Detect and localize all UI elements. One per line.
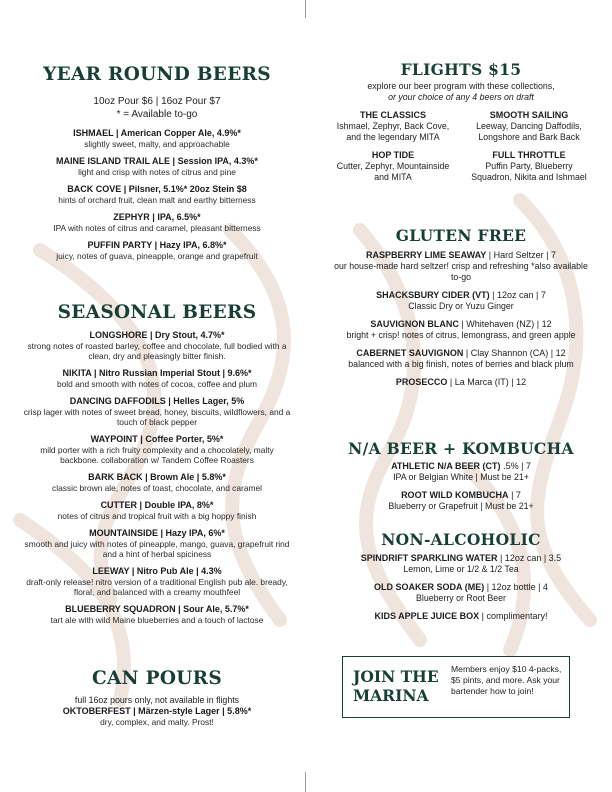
beer-name: BACK COVE | Pilsner, 5.1%* 20oz Stein $8 [67, 183, 247, 194]
beer-item [22, 604, 292, 625]
flight-name: FULL THROTTLE [492, 149, 566, 160]
beer-item [22, 330, 292, 361]
beer-desc: dry, complex, and malty. Prost! [100, 716, 214, 727]
item-desc: Lemon, Lime or 1/2 & 1/2 Tea [403, 563, 519, 574]
menu-item [330, 461, 592, 483]
item-detail: | complimentary! [479, 610, 548, 621]
item-desc: balanced with a big finish, notes of berries and black plum [348, 358, 574, 369]
flight-collection [466, 110, 592, 143]
beer-desc: slightly sweet, malty, and approachable [84, 138, 230, 149]
beer-item [22, 184, 292, 205]
beer-desc: draft-only release! nitro version of a traditional English pub ale. bready, floral, and balanced with a creamy mouthfeel [26, 576, 288, 597]
beer-item [22, 500, 292, 521]
year-round-section [22, 66, 292, 261]
beer-name: WAYPOINT | Coffee Porter, 5%* [90, 433, 224, 444]
beer-item [22, 472, 292, 493]
beer-name: LEEWAY | Nitro Pub Ale | 4.3% [92, 565, 222, 576]
item-detail: | Clay Shannon (CA) | 12 [463, 347, 566, 358]
beer-name: LONGSHORE | Dry Stout, 4.7%* [89, 329, 225, 340]
menu-item [330, 377, 592, 388]
can-pours-section [22, 670, 292, 727]
beer-item [22, 434, 292, 465]
beer-desc: notes of citrus and tropical fruit with a big hoppy finish [57, 510, 257, 521]
gluten-free-section [330, 228, 592, 388]
menu-item [330, 319, 592, 341]
beer-item [22, 368, 292, 389]
beer-item [22, 128, 292, 149]
na-beer-heading: N/A BEER + KOMBUCHA [348, 439, 574, 458]
beer-desc: hints of orchard fruit, clean malt and earthy bitterness [58, 194, 256, 205]
beer-desc: strong notes of roasted barley, coffee and chocolate, full bodied with a clean, dry and pleasingly bitter finish. [27, 340, 287, 361]
beer-item [22, 240, 292, 261]
seasonal-heading: SEASONAL BEERS [57, 302, 257, 323]
can-pours-heading: CAN POURS [91, 668, 223, 689]
beer-item [22, 528, 292, 559]
to-go-note: * = Available to-go [116, 108, 198, 120]
beer-desc: juicy, notes of guava, pineapple, orange and grapefruit [56, 250, 258, 261]
na-beer-section [330, 441, 592, 512]
beer-item [22, 566, 292, 597]
item-name: ATHLETIC N/A BEER (CT) [391, 460, 501, 471]
beer-desc: IPA with notes of citrus and caramel, pleasant bitterness [53, 222, 261, 233]
menu-item [330, 348, 592, 370]
menu-item [330, 490, 592, 512]
item-name: SAUVIGNON BLANC [370, 318, 459, 329]
menu-item [330, 553, 592, 575]
item-name: SHACKSBURY CIDER (VT) [376, 289, 490, 300]
beer-name: BLUEBERRY SQUADRON | Sour Ale, 5.7%* [65, 603, 249, 614]
beer-name: ZEPHYR | IPA, 6.5%* [113, 211, 201, 222]
item-detail: | 7 [508, 489, 521, 500]
join-marina-text: Members enjoy $10 4-packs, $5 pints, and more. Ask your bartender how to join! [451, 664, 562, 696]
beer-desc: classic brown ale, notes of toast, chocolate, and caramel [52, 482, 262, 493]
beer-item [22, 396, 292, 427]
beer-name: DANCING DAFFODILS | Helles Lager, 5% [69, 395, 245, 406]
bottom-center-divider [305, 772, 306, 792]
menu-item [330, 290, 592, 312]
item-detail: | 12oz bottle | 4 [484, 581, 548, 592]
beer-name: ISHMAEL | American Copper Ale, 4.9%* [73, 127, 241, 138]
beer-name: CUTTER | Double IPA, 8%* [100, 499, 214, 510]
item-name: RASPBERRY LIME SEAWAY [366, 249, 487, 260]
year-round-heading: YEAR ROUND BEERS [43, 64, 271, 85]
top-center-divider [305, 0, 306, 18]
item-desc: Blueberry or Grapefruit | Must be 21+ [388, 500, 534, 511]
flights-heading: FLIGHTS $15 [400, 60, 522, 79]
non-alcoholic-heading: NON-ALCOHOLIC [381, 530, 541, 549]
item-name: ROOT WILD KOMBUCHA [401, 489, 509, 500]
can-pours-note: full 16oz pours only, not available in flights [74, 694, 240, 705]
beer-name: BARK BACK | Brown Ale | 5.8%* [88, 471, 226, 482]
flight-name: THE CLASSICS [359, 109, 426, 120]
flight-collection [330, 110, 456, 143]
flight-collection [466, 150, 592, 183]
beer-item [22, 156, 292, 177]
beer-desc: crisp lager with notes of sweet bread, honey, biscuits, wildflowers, and a touch of black pepper [23, 406, 291, 427]
flights-intro-2: or your choice of any 4 beers on draft [388, 91, 534, 102]
flight-beers: Puffin Party, Blueberry Squadron, Nikita and Ishmael [471, 160, 587, 182]
beer-name: MAINE ISLAND TRAIL ALE | Session IPA, 4.3%* [56, 155, 258, 166]
flight-name: SMOOTH SAILING [489, 109, 569, 120]
item-detail: | La Marca (IT) | 12 [447, 376, 527, 387]
item-name: KIDS APPLE JUICE BOX [374, 610, 480, 621]
item-desc: bright + crisp! notes of citrus, lemongrass, and green apple [346, 329, 576, 340]
item-desc: our house-made hard seltzer! crisp and refreshing *also available to-go [334, 260, 588, 282]
flights-intro: explore our beer program with these collections, [367, 80, 555, 91]
item-detail: | Whitehaven (NZ) | 12 [458, 318, 552, 329]
item-name: OLD SOAKER SODA (ME) [374, 581, 485, 592]
join-marina-title: JOIN THE MARINA [353, 667, 439, 705]
flight-collection [330, 150, 456, 183]
beer-name: NIKITA | Nitro Russian Imperial Stout | 9.6%* [62, 367, 252, 378]
join-marina-box [342, 656, 570, 718]
item-detail: | Hard Seltzer | 7 [486, 249, 556, 260]
beer-name: OKTOBERFEST | Märzen-style Lager | 5.8%* [62, 705, 252, 716]
flight-beers: Cutter, Zephyr, Mountainside and MITA [336, 160, 450, 182]
gluten-free-heading: GLUTEN FREE [395, 226, 527, 245]
item-detail: | 12oz can | 3.5 [497, 552, 562, 563]
beer-name: PUFFIN PARTY | Hazy IPA, 6.8%* [87, 239, 227, 250]
non-alcoholic-section [330, 532, 592, 622]
item-name: SPINDRIFT SPARKLING WATER [360, 552, 498, 563]
item-name: PROSECCO [395, 376, 448, 387]
item-desc: Classic Dry or Yuzu Ginger [408, 300, 514, 311]
beer-desc: bold and smooth with notes of cocoa, coffee and plum [56, 378, 258, 389]
flights-section [330, 62, 592, 183]
beer-item [22, 212, 292, 233]
item-desc: IPA or Belgian White | Must be 21+ [393, 471, 529, 482]
pour-prices: 10oz Pour $6 | 16oz Pour $7 [93, 95, 221, 107]
beer-name: MOUNTAINSIDE | Hazy IPA, 6%* [89, 527, 225, 538]
item-desc: Blueberry or Root Beer [416, 592, 506, 603]
beer-desc: mild porter with a rich fruity complexity and a chocolately, malty backbone. collaboration w/ Tandem Coffee Roasters [40, 444, 274, 465]
beer-desc: light and crisp with notes of citrus and pine [78, 166, 236, 177]
menu-item [330, 582, 592, 604]
menu-item [330, 611, 592, 622]
beer-item [22, 706, 292, 727]
seasonal-section [22, 304, 292, 625]
flight-name: HOP TIDE [371, 149, 415, 160]
flight-beers: Leeway, Dancing Daffodils, Longshore and Bark Back [476, 120, 582, 142]
item-name: CABERNET SAUVIGNON [356, 347, 464, 358]
item-detail: | 12oz can | 7 [489, 289, 546, 300]
flight-beers: Ishmael, Zephyr, Back Cove, and the legendary MITA [336, 120, 450, 142]
beer-desc: tart ale with wild Maine blueberries and a touch of lactose [50, 614, 264, 625]
beer-desc: smooth and juicy with notes of pineapple, mango, guava, grapefruit rind and a hint of herbal spiciness [24, 538, 290, 559]
menu-item [330, 250, 592, 283]
item-detail: .5% | 7 [500, 460, 531, 471]
